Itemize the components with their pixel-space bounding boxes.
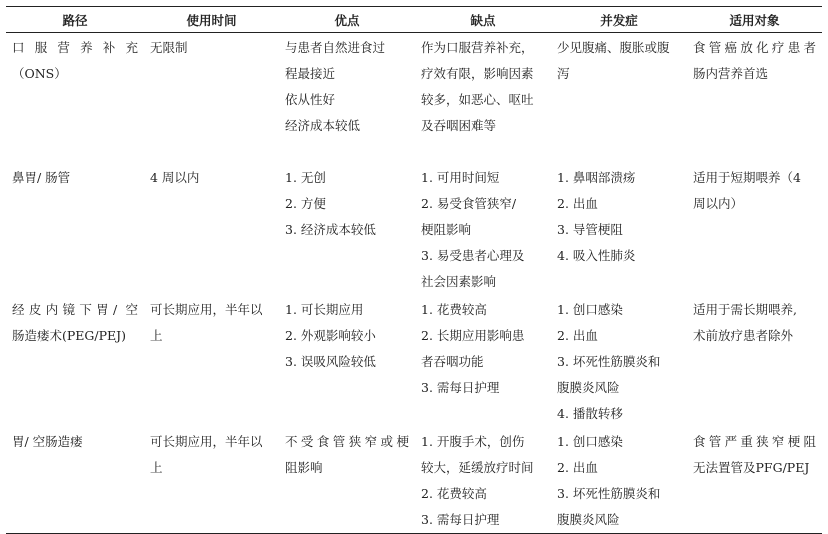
cell-line: 无法置管及PFG/PEJ [693,459,810,475]
cell-line: 及吞咽困难等 [421,118,497,133]
cell-line: 少见腹痛、腹胀或腹 [557,40,670,55]
cell-complications [551,295,687,427]
cell-line: 阻影响 [285,459,323,475]
cell-line: 适用于短期喂养（4 [693,169,801,185]
cell-line: 胃/ 空肠造瘘 [12,433,83,449]
cell-route [6,163,144,295]
cell-line: 3. 坏死性筋膜炎和 [557,485,661,501]
cell-advantages [279,295,415,427]
table-row [6,33,822,163]
cell-advantages [279,163,415,295]
cell-line: 1. 创口感染 [557,433,623,449]
cell-line: 4 周以内 [150,169,200,185]
header-complications: 并发症 [551,7,687,33]
cell-line: 2. 出血 [557,459,598,475]
cell-line: 周以内） [693,195,744,211]
cell-line: 较多，如恶心、呕吐 [421,92,534,107]
cell-disadvantages [415,427,551,534]
cell-line: 1. 创口感染 [557,301,623,317]
cell-line: 3. 坏死性筋膜炎和 [557,353,661,369]
cell-line: 经皮内镜下胃/ 空 [12,301,138,317]
cell-line: 者吞咽功能 [421,353,484,369]
cell-disadvantages [415,33,551,163]
cell-line: 社会因素影响 [421,273,497,289]
header-target: 适用对象 [687,7,822,33]
table-row [6,163,822,295]
cell-line: 经济成本较低 [285,118,361,133]
cell-duration [144,163,279,295]
cell-line: 泻 [557,66,570,81]
cell-line: 肠造瘘术(PEG/PEJ) [12,327,127,343]
cell-complications [551,427,687,534]
cell-line: 不受食管狭窄或梗 [285,433,409,449]
cell-advantages [279,427,415,534]
cell-line: 鼻胃/ 肠管 [12,169,71,185]
header-duration: 使用时间 [144,7,279,33]
cell-duration [144,295,279,427]
cell-line: 上 [150,459,163,475]
cell-target [687,33,822,163]
cell-target [687,295,822,427]
table-row [6,427,822,534]
cell-line: 3. 需每日护理 [421,379,500,395]
header-advantages: 优点 [279,7,415,33]
cell-line: 疗效有限，影响因素 [421,66,534,81]
cell-duration [144,33,279,163]
cell-line: 较大，延缓放疗时间 [421,459,534,475]
cell-line: 适用于需长期喂养, [693,301,797,317]
cell-line: 2. 花费较高 [421,485,487,501]
cell-line: 1. 可用时间短 [421,169,500,185]
cell-route [6,33,144,163]
cell-line: 1. 花费较高 [421,301,487,317]
cell-line: 2. 出血 [557,195,598,211]
header-route: 路径 [6,7,144,33]
enteral-nutrition-table [6,6,822,534]
cell-line: 2. 长期应用影响患 [421,327,525,343]
header-row [6,7,822,33]
cell-line: 2. 出血 [557,327,598,343]
cell-line: 肠内营养首选 [693,66,769,81]
cell-line: 术前放疗患者除外 [693,327,794,343]
cell-line: 3. 导管梗阻 [557,221,623,237]
table-row [6,295,822,427]
cell-line: 可长期应用，半年以 [150,301,263,317]
cell-line: 食管严重狭窄梗阻 [693,433,816,449]
cell-line: 腹膜炎风险 [557,379,620,395]
cell-line: 上 [150,327,163,343]
cell-line: 梗阻影响 [421,221,472,237]
cell-line: 2. 方便 [285,195,326,211]
cell-route [6,427,144,534]
cell-advantages [279,33,415,163]
cell-line: 口 服 营 养 补 充 [12,40,138,55]
cell-line: 3. 易受患者心理及 [421,247,525,263]
cell-disadvantages [415,295,551,427]
cell-line: 1. 无创 [285,169,326,185]
cell-line: 2. 易受食管狭窄/ [421,195,517,211]
cell-line: 2. 外观影响较小 [285,327,376,343]
cell-line: 腹膜炎风险 [557,511,620,527]
cell-line: 3. 误吸风险较低 [285,353,376,369]
cell-duration [144,427,279,534]
cell-complications [551,33,687,163]
cell-complications [551,163,687,295]
cell-route [6,295,144,427]
cell-line: 4. 吸入性肺炎 [557,247,636,263]
cell-line: 与患者自然进食过 [285,40,386,55]
cell-line: 1. 鼻咽部溃疡 [557,169,636,185]
cell-disadvantages [415,163,551,295]
cell-line: （ONS） [12,66,67,81]
cell-target [687,427,822,534]
cell-target [687,163,822,295]
cell-line: 程最接近 [285,66,336,81]
cell-line: 依从性好 [285,92,336,107]
cell-line: 4. 播散转移 [557,405,623,421]
cell-line: 食管癌放化疗患者 [693,40,816,55]
cell-line: 3. 需每日护理 [421,511,500,527]
cell-line: 3. 经济成本较低 [285,221,376,237]
cell-line: 可长期应用，半年以 [150,433,263,449]
cell-line: 作为口服营养补充， [421,40,534,55]
header-disadvantages: 缺点 [415,7,551,33]
cell-line: 无限制 [150,40,188,55]
cell-line: 1. 可长期应用 [285,301,364,317]
cell-line: 1. 开腹手术，创伤 [421,433,525,449]
